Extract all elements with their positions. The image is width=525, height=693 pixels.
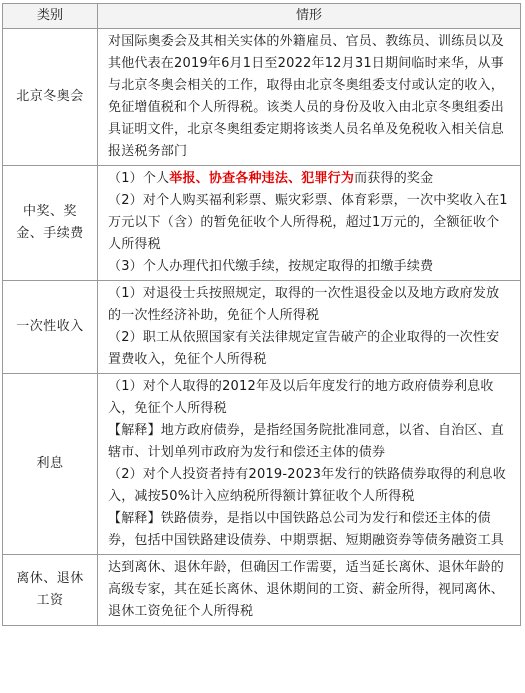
- row-content: [98, 29, 521, 166]
- row-category: 一次性收入: [3, 281, 98, 374]
- table-row: [3, 166, 521, 281]
- header-situation: 情形: [98, 4, 521, 29]
- row-item: （1）对退役士兵按照规定，取得的一次性退役金以及地方政府发放的一次性经济补助，免征个人所得税: [108, 286, 500, 323]
- row-explanation: 【解释】铁路债券，是指以中国铁路总公司为发行和偿还主体的债券，包括中国铁路建设债券、中期票据、短期融资券等债务融资工具: [108, 511, 505, 548]
- row-item: （2）职工从依照国家有关法律规定宣告破产的企业取得的一次性安置费收入，免征个人所得税: [108, 330, 500, 367]
- highlighted-text: 举报、协查各种违法、犯罪行为: [169, 171, 355, 186]
- row-item: （2）对个人投资者持有2019-2023年发行的铁路债券取得的利息收入，减按50%计入应纳税所得额计算征收个人所得税: [108, 467, 506, 504]
- row-content: [98, 555, 521, 626]
- row-text: 对国际奥委会及其相关实体的外籍雇员、官员、教练员、训练员以及其他代表在2019年6月1日至2022年12月31日期间临时来华，从事与北京冬奥会相关的工作，取得由北京冬奥组委支付或认定的收入，免征增值税和个人所得税。该类人员的身份及收入由北京冬奥组委出具证明文件，北京冬奥组委定期将该类人员名单及免税收入相关信息报送税务部门: [108, 34, 505, 159]
- row-category: 离休、退休工资: [3, 555, 98, 626]
- tax-exemption-table: [2, 3, 521, 626]
- table-header-row: [3, 4, 521, 29]
- row-category: 北京冬奥会: [3, 29, 98, 166]
- row-explanation: 【解释】地方政府债券，是指经国务院批准同意，以省、自治区、直辖市、计划单列市政府为发行和偿还主体的债券: [108, 423, 505, 460]
- row-category: 中奖、奖金、手续费: [3, 166, 98, 281]
- row-item: [108, 168, 512, 190]
- row-content: [98, 374, 521, 555]
- row-item: （2）对个人购买福利彩票、赈灾彩票、体育彩票，一次中奖收入在1万元以下（含）的暂免征收个人所得税，超过1万元的，全额征收个人所得税: [108, 193, 508, 252]
- row-content: [98, 281, 521, 374]
- item-prefix: （1）个人: [108, 171, 170, 186]
- row-category: 利息: [3, 374, 98, 555]
- row-item: （1）对个人取得的2012年及以后年度发行的地方政府债券利息收入，免征个人所得税: [108, 379, 494, 416]
- table-row: [3, 555, 521, 626]
- item-suffix: 而获得的奖金: [354, 171, 434, 186]
- table-row: [3, 281, 521, 374]
- table-row: [3, 374, 521, 555]
- table-row: [3, 29, 521, 166]
- row-text: 达到离休、退休年龄，但确因工作需要，适当延长离休、退休年龄的高级专家，其在延长离休、退休期间的工资、薪金所得，视同离休、退休工资免征个人所得税: [108, 560, 505, 619]
- header-category: 类别: [3, 4, 98, 29]
- row-content: [98, 166, 521, 281]
- row-item: （3）个人办理代扣代缴手续，按规定取得的扣缴手续费: [108, 259, 434, 274]
